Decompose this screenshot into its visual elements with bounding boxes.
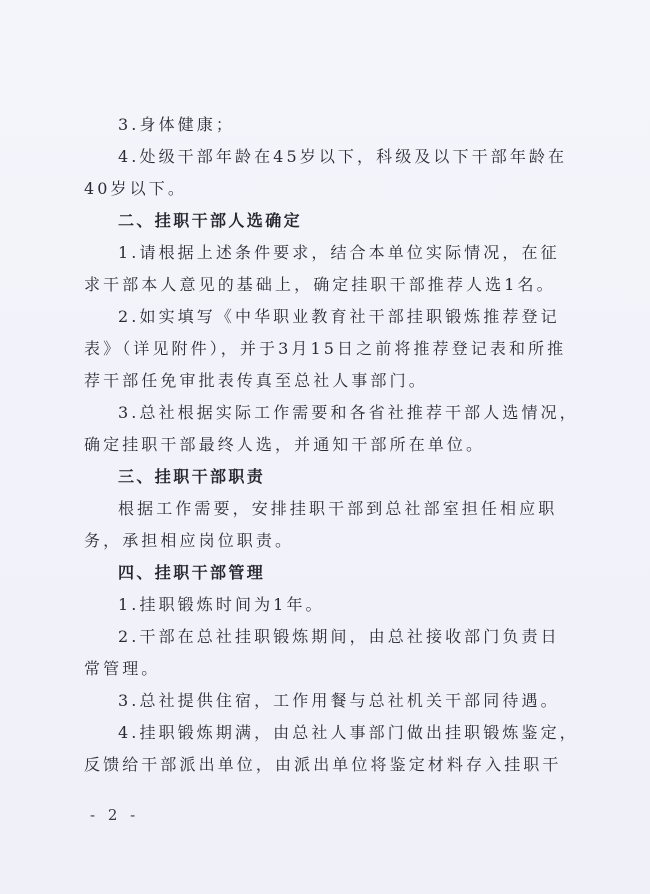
selection-item1-line2: 求干部本人意见的基础上，确定挂职干部推荐人选1名。 xyxy=(84,275,556,294)
duties-paragraph-line1: 根据工作需要，安排挂职干部到总社部室担任相应职 xyxy=(118,499,558,518)
management-item2-line2: 常管理。 xyxy=(84,659,161,678)
page-number: - 2 - xyxy=(90,806,140,824)
item-age-line1: 4.处级干部年龄在45岁以下，科级及以下干部年龄在 xyxy=(118,147,568,166)
selection-item3-line2: 确定挂职干部最终人选，并通知干部所在单位。 xyxy=(84,435,486,454)
selection-item2-line3: 荐干部任免审批表传真至总社人事部门。 xyxy=(84,371,428,390)
section-heading-management: 四、挂职干部管理 xyxy=(118,563,266,582)
selection-item1-line1: 1.请根据上述条件要求，结合本单位实际情况，在征 xyxy=(118,243,560,262)
selection-item2-line1: 2.如实填写《中华职业教育社干部挂职锻炼推荐登记 xyxy=(118,307,560,326)
selection-item2-line2: 表》（详见附件），并于3月15日之前将推荐登记表和所推 xyxy=(84,339,567,358)
management-item4-line2: 反馈给干部派出单位，由派出单位将鉴定材料存入挂职干 xyxy=(84,755,562,774)
item-health: 3.身体健康； xyxy=(118,115,235,134)
duties-paragraph-line2: 务，承担相应岗位职责。 xyxy=(84,531,295,550)
selection-item3-line1: 3.总社根据实际工作需要和各省社推荐干部人选情况， xyxy=(118,403,579,422)
section-heading-selection: 二、挂职干部人选确定 xyxy=(118,211,303,230)
management-item4-line1: 4.挂职锻炼期满，由总社人事部门做出挂职锻炼鉴定， xyxy=(118,723,579,742)
item-age-line2: 40岁以下。 xyxy=(84,179,187,198)
management-item1: 1.挂职锻炼时间为1年。 xyxy=(118,595,325,614)
section-heading-duties: 三、挂职干部职责 xyxy=(118,467,266,486)
management-item3: 3.总社提供住宿，工作用餐与总社机关干部同待遇。 xyxy=(118,691,560,710)
management-item2-line1: 2.干部在总社挂职锻炼期间，由总社接收部门负责日 xyxy=(118,627,560,646)
